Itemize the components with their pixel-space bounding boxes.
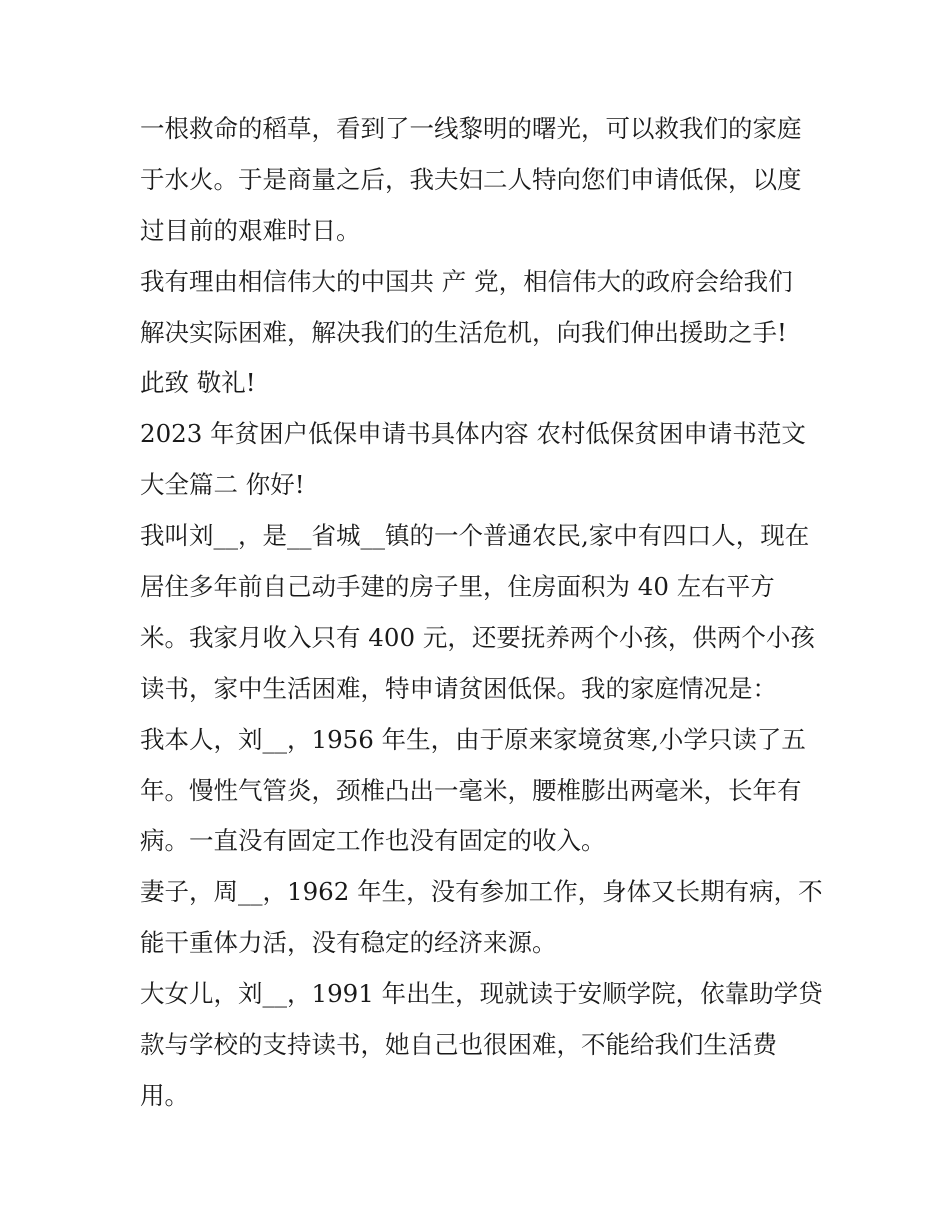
- text-line: 过目前的艰难时日。: [140, 215, 361, 245]
- text-line: 大女儿，刘__，1991 年出生，现就读于安顺学院，依靠助学贷: [140, 979, 823, 1009]
- text-line: 妻子，周__，1962 年生，没有参加工作，身体又长期有病，不: [140, 877, 823, 907]
- text-line: 用。: [140, 1080, 189, 1110]
- text-line: 解决实际困难，解决我们的生活危机，向我们伸出援助之手!: [140, 317, 787, 347]
- text-line: 读书，家中生活困难，特申请贫困低保。我的家庭情况是：: [140, 673, 777, 703]
- text-line: 此致 敬礼!: [140, 368, 256, 398]
- paragraph-salutation: [140, 358, 815, 409]
- paragraph-applicant-wife: [140, 867, 823, 969]
- text-line: 我有理由相信伟大的中国共 产 党，相信伟大的政府会给我们: [140, 266, 793, 296]
- text-line: 病。一直没有固定工作也没有固定的收入。: [140, 826, 606, 856]
- paragraph-rescue-hope: [140, 104, 815, 257]
- text-line: 居住多年前自己动手建的房子里，住房面积为 40 左右平方: [140, 572, 775, 602]
- text-line: 款与学校的支持读书，她自己也很困难，不能给我们生活费: [140, 1030, 777, 1060]
- text-line: 能干重体力活，没有稳定的经济来源。: [140, 928, 557, 958]
- paragraph-self-introduction: [140, 511, 815, 715]
- text-line: 我本人，刘__，1956 年生，由于原来家境贫寒,小学只读了五: [140, 724, 806, 754]
- text-line: 米。我家月收入只有 400 元，还要抚养两个小孩，供两个小孩: [140, 622, 815, 652]
- text-line: 2023 年贫困户低保申请书具体内容 农村低保贫困申请书范文: [140, 419, 806, 449]
- text-line: 于水火。于是商量之后，我夫妇二人特向您们申请低保，以度: [140, 164, 802, 194]
- paragraph-applicant-daughter: [140, 969, 823, 1122]
- text-line: 我叫刘__，是__省城__镇的一个普通农民,家中有四口人，现在: [140, 521, 810, 551]
- paragraph-trust-government: [140, 257, 815, 359]
- paragraph-section-heading: [140, 409, 815, 511]
- text-line: 年。慢性气管炎，颈椎凸出一毫米，腰椎膨出两毫米，长年有: [140, 775, 802, 805]
- document-body: [140, 104, 823, 1122]
- text-line: 大全篇二 你好!: [140, 470, 305, 500]
- text-line: 一根救命的稻草，看到了一线黎明的曙光，可以救我们的家庭: [140, 114, 802, 143]
- paragraph-applicant-self: [140, 715, 815, 868]
